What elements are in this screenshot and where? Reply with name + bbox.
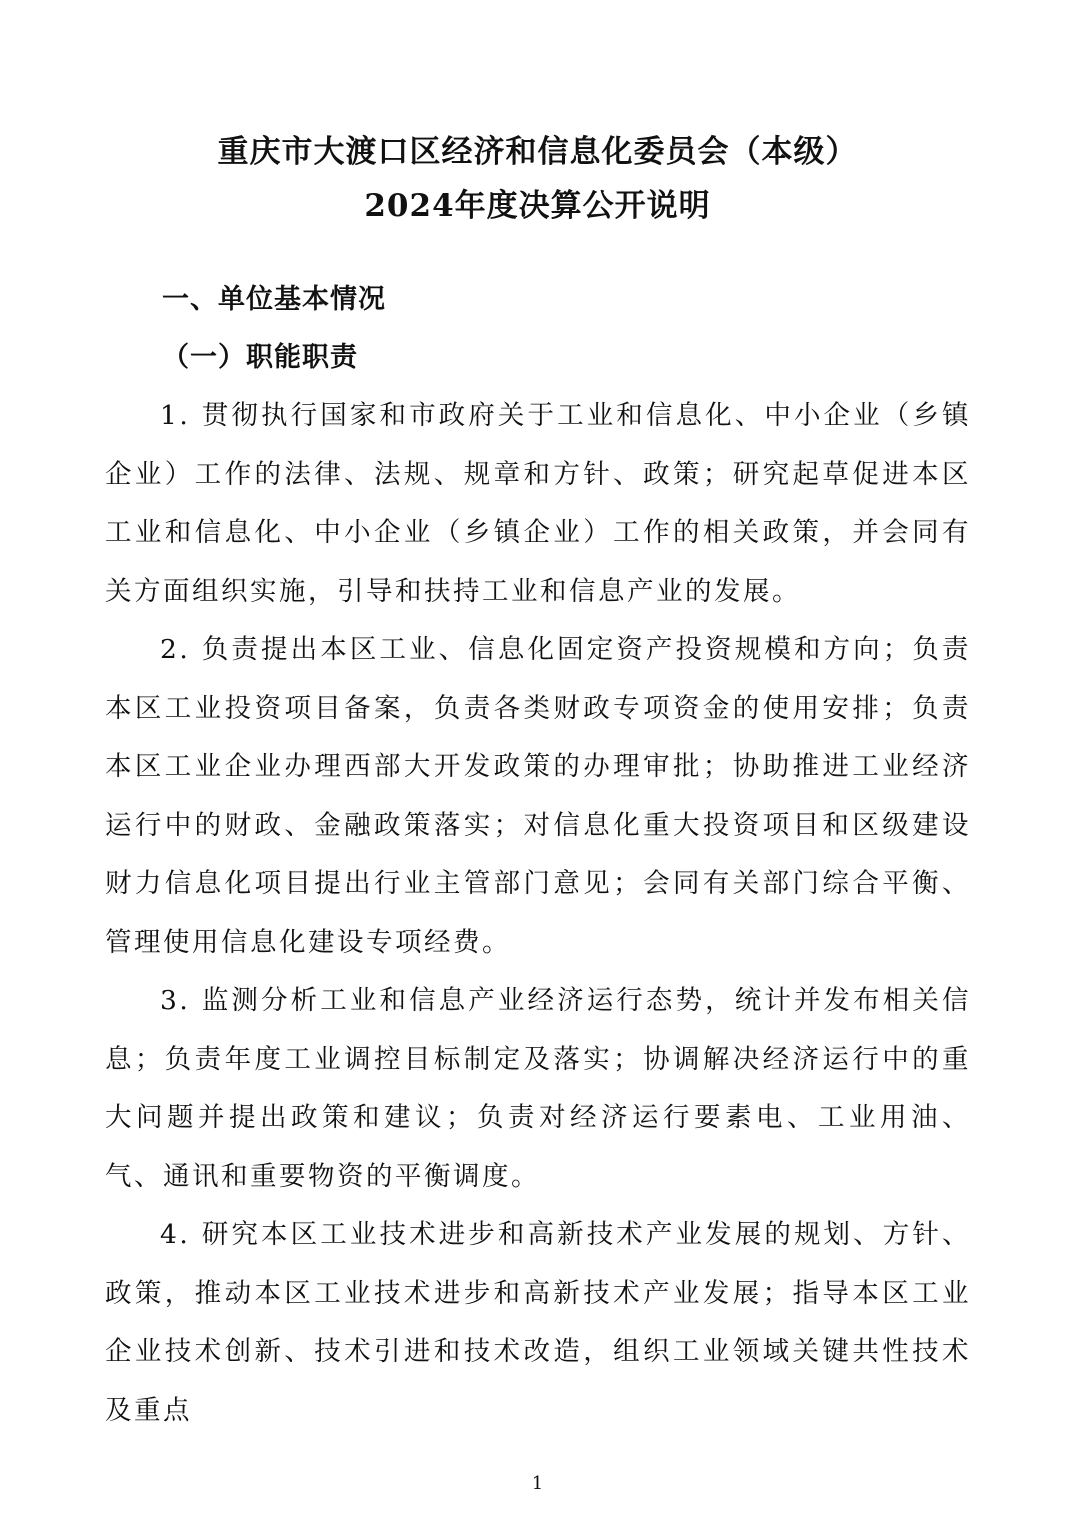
paragraph-duty-4: 4. 研究本区工业技术进步和高新技术产业发展的规划、方针、政策，推动本区工业技术进步和高新技术产业发展；指导本区工业企业技术创新、技术引进和技术改造，组织工业领域关键共性技术及重点 [105, 1219, 971, 1426]
paragraph-duty-1: 1. 贯彻执行国家和市政府关于工业和信息化、中小企业（乡镇企业）工作的法律、法规、规章和方针、政策；研究起草促进本区工业和信息化、中小企业（乡镇企业）工作的相关政策，并会同有关方面组织实施，引导和扶持工业和信息产业的发展。 [105, 400, 971, 607]
page-number: 1 [531, 1473, 544, 1494]
section-heading-basic-info: 一、单位基本情况 [162, 284, 386, 315]
paragraph-duty-3: 3. 监测分析工业和信息产业经济运行态势，统计并发布相关信息；负责年度工业调控目标制定及落实；协调解决经济运行中的重大问题并提出政策和建议；负责对经济运行要素电、工业用油、气、通讯和重要物资的平衡调度。 [105, 985, 971, 1192]
subsection-heading-functions: （一）职能职责 [162, 342, 358, 373]
document-title-line-2: 2024年度决算公开说明 [364, 188, 711, 224]
paragraph-duty-2: 2. 负责提出本区工业、信息化固定资产投资规模和方向；负责本区工业投资项目备案，负责各类财政专项资金的使用安排；负责本区工业企业办理西部大开发政策的办理审批；协助推进工业经济运行中的财政、金融政策落实；对信息化重大投资项目和区级建设财力信息化项目提出行业主管部门意见；会同有关部门综合平衡、管理使用信息化建设专项经费。 [105, 634, 971, 958]
document-title-line-1: 重庆市大渡口区经济和信息化委员会（本级） [217, 134, 858, 170]
